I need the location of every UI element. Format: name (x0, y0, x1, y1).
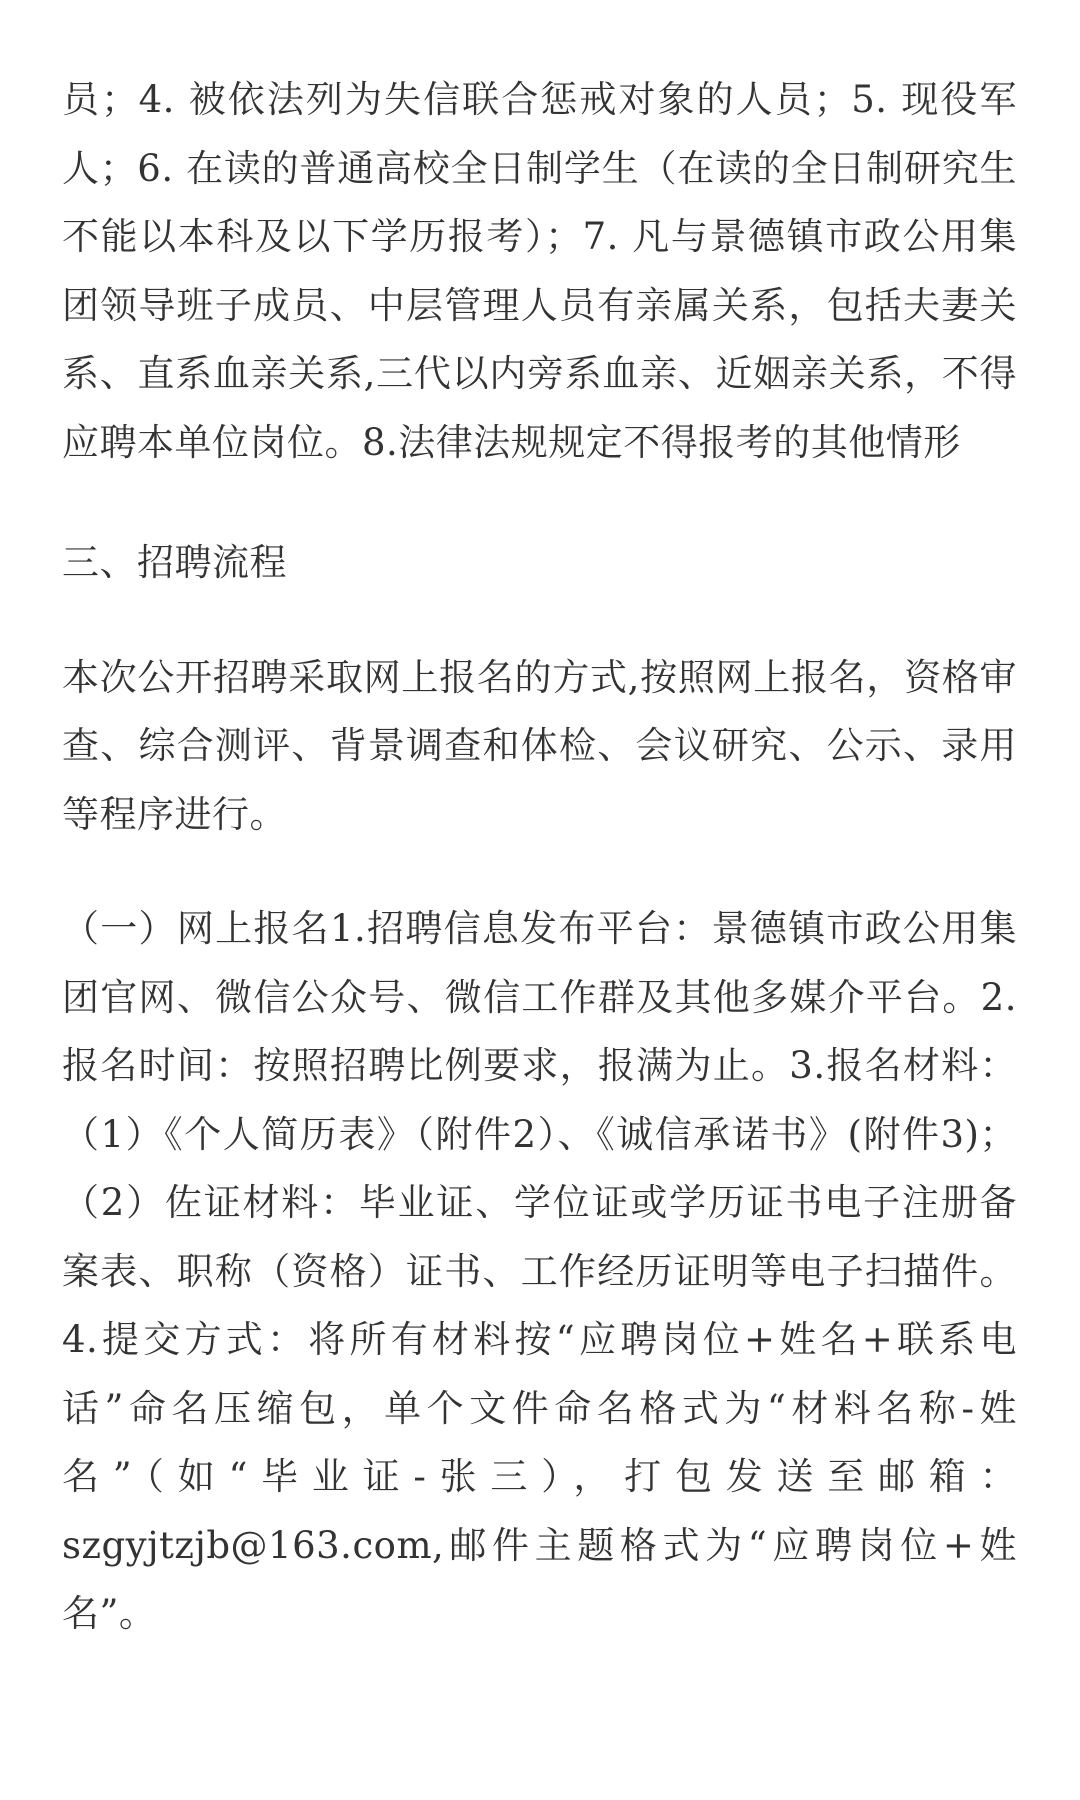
article-body (62, 66, 1017, 1649)
paragraph-online-registration: （一）网上报名1.招聘信息发布平台：景德镇市政公用集团官网、微信公众号、微信工作群及其他多媒介平台。2.报名时间：按照招聘比例要求，报满为止。3.报名材料：（1）《个人简历表》（附件2）、《诚信承诺书》(附件3)；（2）佐证材料：毕业证、学位证或学历证书电子注册备案表、职称（资格）证书、工作经历证明等电子扫描件。4.提交方式：将所有材料按“应聘岗位+姓名+联系电话”命名压缩包，单个文件命名格式为“材料名称-姓名”（如“毕业证-张三），打包发送至邮箱：szgyjtzjb@163.com,邮件主题格式为“应聘岗位+姓名”。 (62, 907, 1017, 1635)
section-heading-recruitment-process: 三、招聘流程 (62, 541, 287, 584)
paragraph-disqualifications: 员；4. 被依法列为失信联合惩戒对象的人员；5. 现役军人；6. 在读的普通高校全日制学生（在读的全日制研究生不能以本科及以下学历报考）；7. 凡与景德镇市政公用集团领导班子成员、中层管理人员有亲属关系，包括夫妻关系、直系血亲关系,三代以内旁系血亲、近姻亲关系，不得应聘本单位岗位。8.法律法规规定不得报考的其他情形 (62, 78, 1017, 464)
paragraph-process-overview: 本次公开招聘采取网上报名的方式,按照网上报名，资格审查、综合测评、背景调查和体检、会议研究、公示、录用等程序进行。 (62, 655, 1017, 836)
